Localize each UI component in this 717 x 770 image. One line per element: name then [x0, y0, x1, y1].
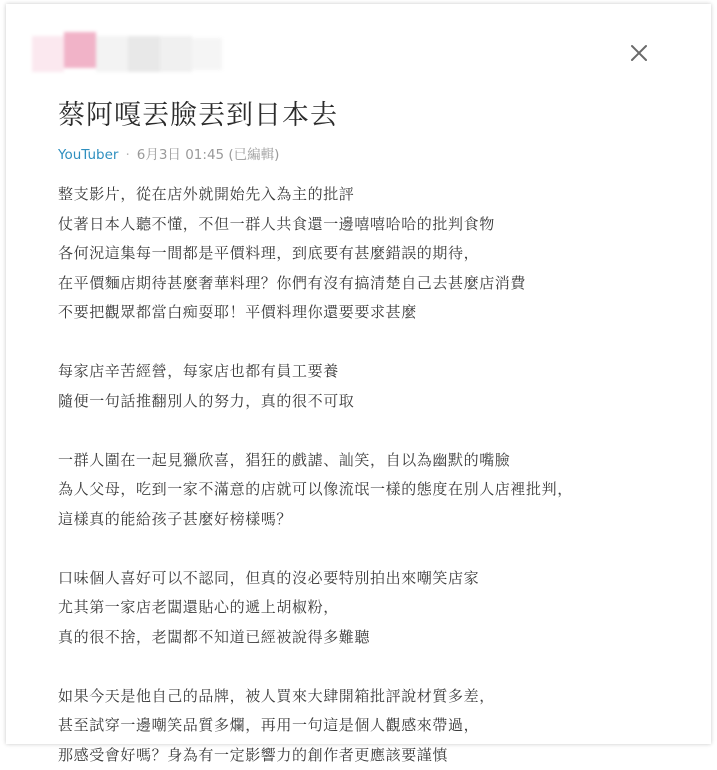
body-line: 隨便一句話推翻別人的努力，真的很不可取	[58, 387, 658, 417]
body-line: 仗著日本人聽不懂，不但一群人共食還一邊嘻嘻哈哈的批判食物	[58, 210, 658, 240]
body-line: 為人父母，吃到一家不滿意的店就可以像流氓一樣的態度在別人店裡批判，	[58, 475, 658, 505]
body-line: 一群人圍在一起見獵欣喜，猖狂的戲謔、訕笑，自以為幽默的嘴臉	[58, 446, 658, 476]
body-line: 尤其第一家店老闆還貼心的遞上胡椒粉，	[58, 593, 658, 623]
meta-separator: ·	[125, 147, 129, 163]
paragraph-gap	[58, 652, 658, 682]
body-line: 整支影片，從在店外就開始先入為主的批評	[58, 180, 658, 210]
blurred-avatar	[32, 32, 224, 78]
close-icon	[626, 40, 652, 66]
body-line: 口味個人喜好可以不認同，但真的沒必要特別拍出來嘲笑店家	[58, 564, 658, 594]
body-line: 真的很不捨，老闆都不知道已經被說得多難聽	[58, 623, 658, 653]
body-line: 這樣真的能給孩子甚麼好榜樣嗎？	[58, 505, 658, 535]
body-line: 每家店辛苦經營，每家店也都有員工要養	[58, 357, 658, 387]
body-line: 各何況這集每一間都是平價料理，到底要有甚麼錯誤的期待，	[58, 239, 658, 269]
post-body	[58, 180, 658, 770]
post-date: 6月3日 01:45 (已編輯)	[137, 147, 280, 163]
body-line: 如果今天是他自己的品牌，被人買來大肆開箱批評說材質多差，	[58, 682, 658, 712]
body-line: 不要把觀眾都當白痴耍耶！平價料理你還要要求甚麼	[58, 298, 658, 328]
body-line: 在平價麵店期待甚麼奢華料理？你們有沒有搞清楚自己去甚麼店消費	[58, 269, 658, 299]
author-link[interactable]: YouTuber	[58, 147, 118, 163]
post-title: 蔡阿嘎丟臉丟到日本去	[58, 93, 338, 132]
paragraph-gap	[58, 328, 658, 358]
paragraph-gap	[58, 416, 658, 446]
post-meta	[58, 143, 279, 163]
close-button[interactable]	[626, 40, 652, 66]
paragraph-gap	[58, 534, 658, 564]
body-line: 甚至試穿一邊嘲笑品質多爛，再用一句這是個人觀感來帶過，	[58, 711, 658, 741]
body-line: 那感受會好嗎？身為有一定影響力的創作者更應該要謹慎	[58, 741, 658, 770]
